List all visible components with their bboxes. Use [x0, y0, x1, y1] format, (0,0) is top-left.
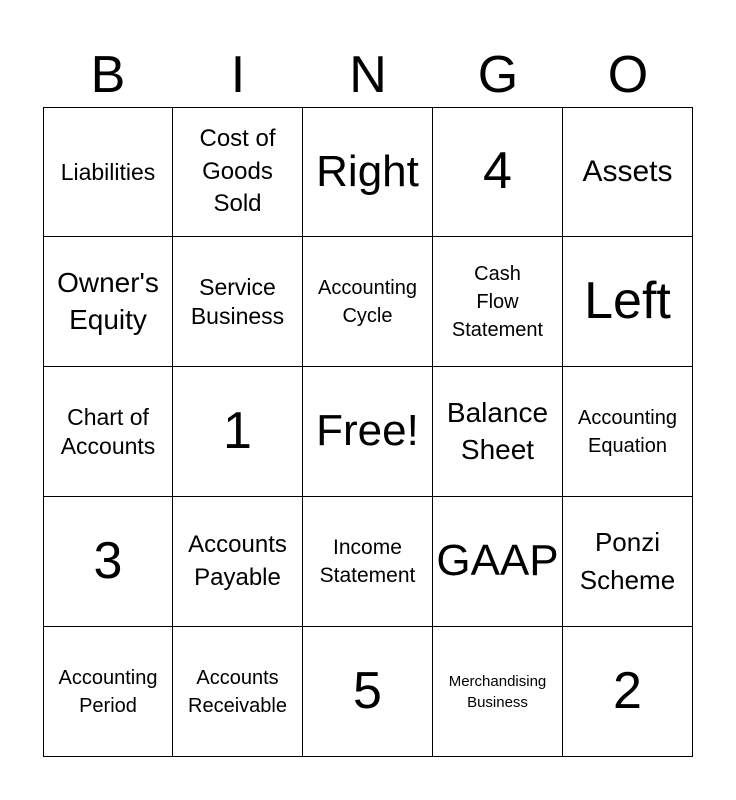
cell-text: Balance Sheet: [446, 397, 549, 465]
cell-text: 1: [223, 401, 252, 460]
cell-text: Free!: [316, 406, 419, 456]
cell-text: Accounts Receivable: [188, 666, 287, 717]
bingo-cell[interactable]: [43, 627, 173, 757]
cell-text: 2: [613, 661, 642, 720]
bingo-cell[interactable]: [433, 107, 563, 237]
cell-text: Cost of Goods Sold: [199, 125, 276, 218]
bingo-cell[interactable]: [173, 237, 303, 367]
cell-text: Ponzi Scheme: [579, 526, 676, 595]
bingo-cell[interactable]: [43, 497, 173, 627]
cell-text: Chart of Accounts: [60, 403, 156, 459]
bingo-cell[interactable]: [173, 627, 303, 757]
cell-text: Assets: [582, 155, 673, 188]
cell-text: Left: [584, 271, 671, 330]
bingo-cell[interactable]: [433, 367, 563, 497]
cell-text: Accounts Payable: [188, 531, 287, 591]
bingo-header: [43, 44, 693, 106]
bingo-cell[interactable]: [433, 237, 563, 367]
bingo-cell[interactable]: [173, 497, 303, 627]
bingo-cell[interactable]: [303, 627, 433, 757]
header-letter-b: B: [90, 46, 126, 104]
bingo-cell[interactable]: [173, 107, 303, 237]
bingo-cell[interactable]: [433, 627, 563, 757]
header-letter-i: I: [230, 46, 246, 104]
bingo-cell[interactable]: [43, 237, 173, 367]
bingo-board: [43, 107, 693, 757]
header-letter-o: O: [607, 46, 649, 104]
bingo-cell[interactable]: [303, 497, 433, 627]
bingo-cell[interactable]: [303, 367, 433, 497]
bingo-cell[interactable]: [173, 367, 303, 497]
cell-text: Service Business: [190, 273, 285, 329]
cell-text: Liabilities: [60, 158, 156, 185]
cell-text: 3: [93, 531, 123, 590]
bingo-cell[interactable]: [563, 367, 693, 497]
cell-text: Accounting Equation: [578, 406, 677, 457]
cell-text: GAAP: [436, 536, 559, 586]
header-letter-g: G: [477, 46, 519, 104]
bingo-cell[interactable]: [43, 107, 173, 237]
cell-text: Income Statement: [319, 536, 416, 587]
bingo-cell[interactable]: [433, 497, 563, 627]
header-letter-n: N: [349, 46, 387, 104]
cell-text: Merchandising Business: [448, 672, 547, 711]
cell-text: Cash Flow Statement: [451, 262, 544, 341]
bingo-cell[interactable]: [563, 497, 693, 627]
bingo-cell[interactable]: [43, 367, 173, 497]
cell-text: Owner's Equity: [57, 267, 159, 335]
bingo-cell[interactable]: [563, 107, 693, 237]
bingo-cell[interactable]: [303, 237, 433, 367]
bingo-cell[interactable]: [563, 627, 693, 757]
cell-text: Accounting Period: [58, 666, 158, 717]
bingo-cell[interactable]: [303, 107, 433, 237]
cell-text: 5: [353, 661, 382, 720]
cell-text: Accounting Cycle: [318, 276, 417, 327]
bingo-cell[interactable]: [563, 237, 693, 367]
cell-text: 4: [483, 142, 512, 201]
cell-text: Right: [316, 146, 419, 196]
